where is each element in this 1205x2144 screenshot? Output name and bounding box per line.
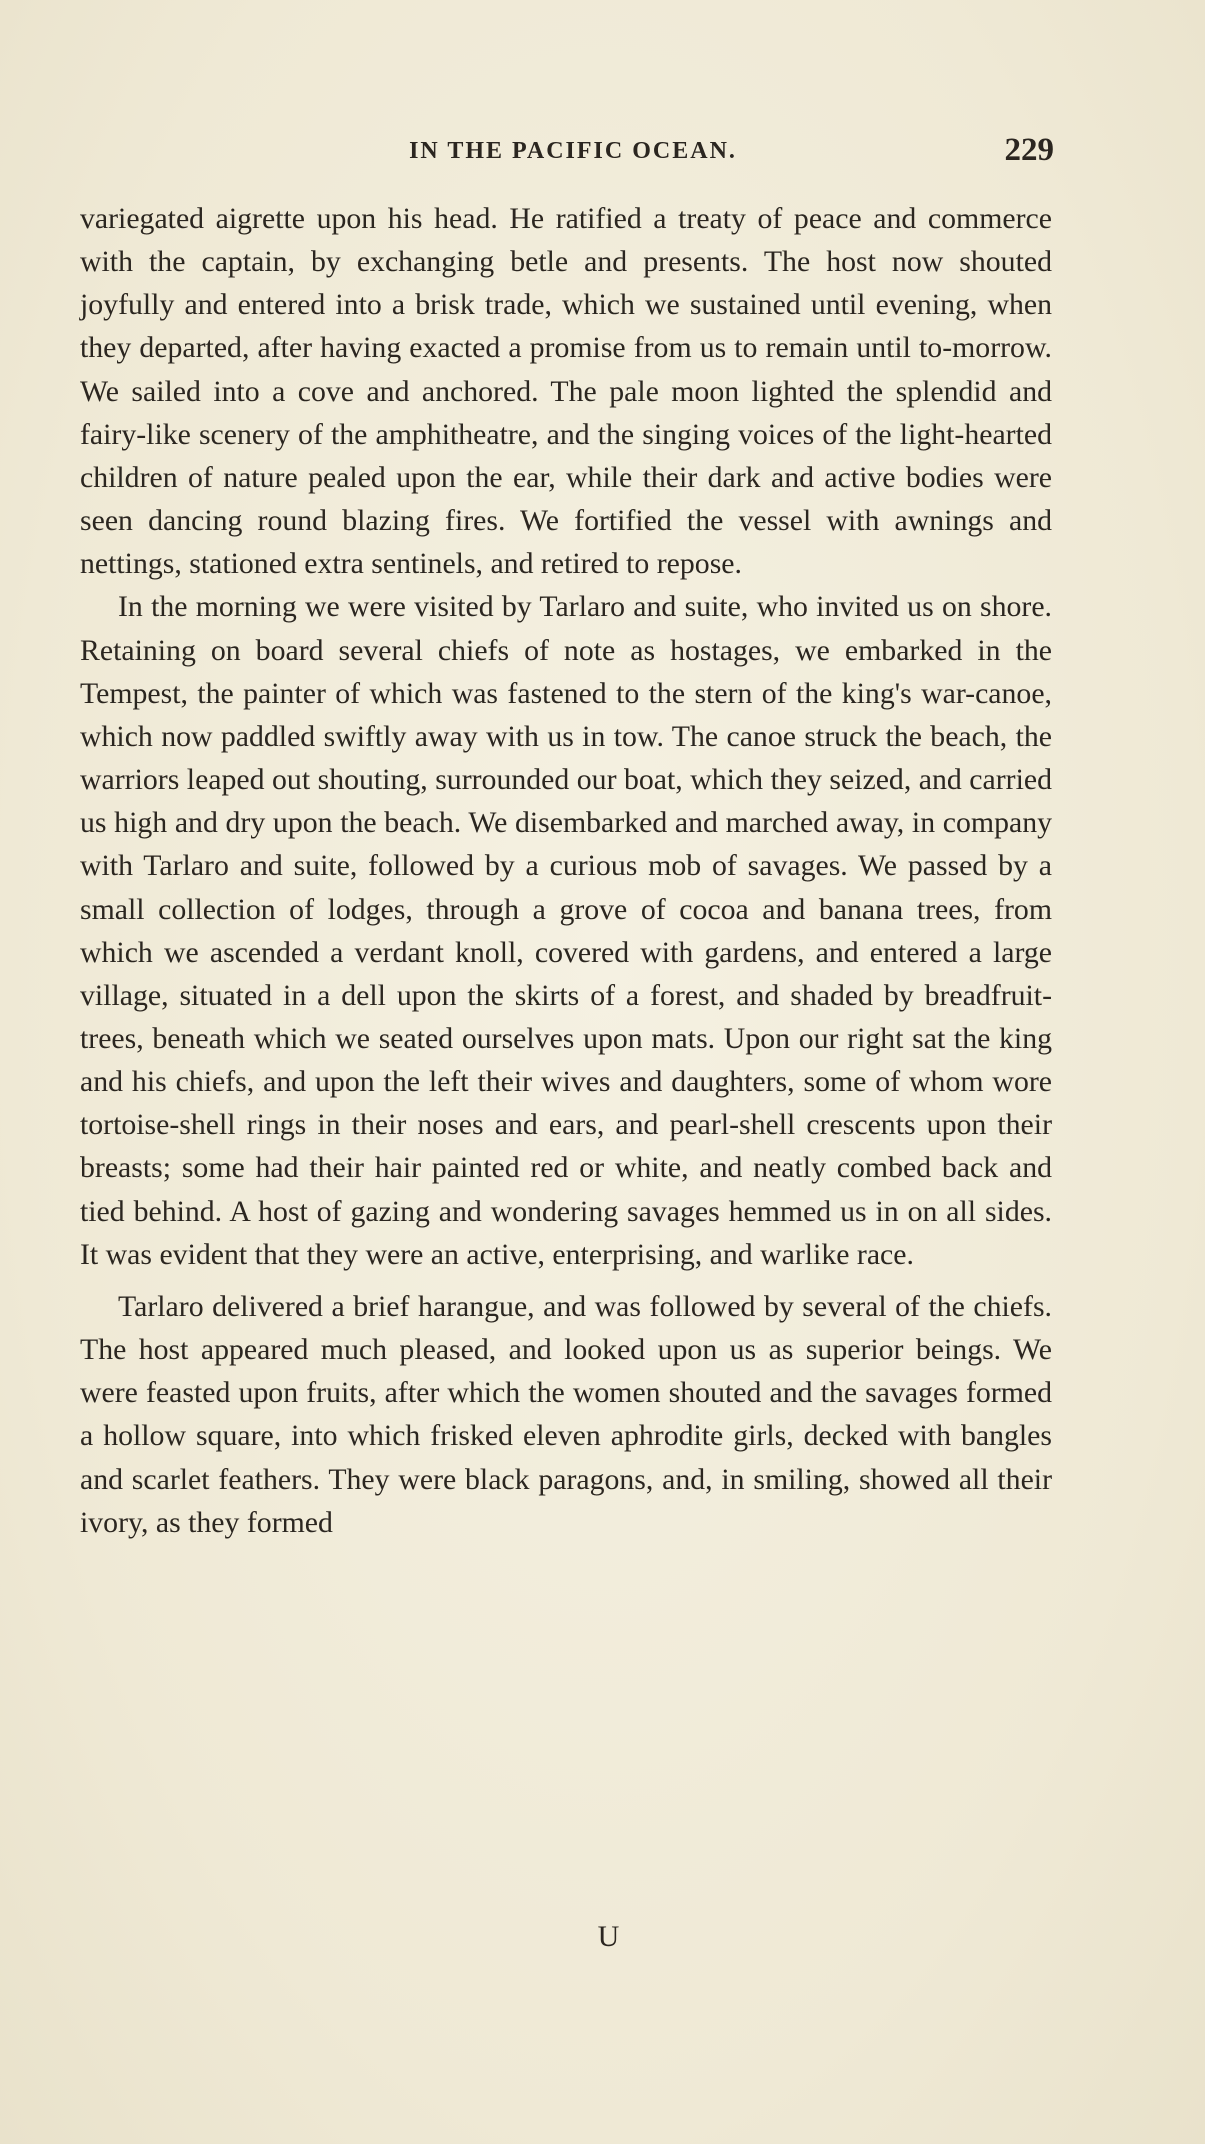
page-header [80,128,1054,176]
running-head: IN THE PACIFIC OCEAN. [409,138,737,164]
body-text [80,197,1052,1544]
paragraph: variegated aigrette upon his head. He ratified a treaty of peace and commerce with the captain, by exchanging betle and presents. The host now shouted joyfully and entered into a brisk trade, which we sustained until evening, when they departed, after having exacted a promise from us to remain until to-morrow. We sailed into a cove and anchored. The pale moon lighted the splendid and fairy-like scenery of the amphitheatre, and the singing voices of the light-hearted children of nature pealed upon the ear, while their dark and active bodies were seen dancing round blazing fires. We fortified the vessel with awnings and nettings, stationed extra sentinels, and retired to repose. [80,202,1052,581]
page-number: 229 [1004,132,1054,168]
paragraph: In the morning we were visited by Tarlaro and suite, who invited us on shore. Retaining on board several chiefs of note as hostages, we embarked in the Tempest, the painter of which was fastened to the stern of the king's war-canoe, which now paddled swiftly away with us in tow. The canoe struck the beach, the warriors leaped out shouting, surrounded our boat, which they seized, and carried us high and dry upon the beach. We disembarked and marched away, in company with Tarlaro and suite, followed by a curious mob of savages. We passed by a small collection of lodges, through a grove of cocoa and banana trees, from which we ascended a verdant knoll, covered with gardens, and entered a large village, situated in a dell upon the skirts of a forest, and shaded by breadfruit-trees, beneath which we seated ourselves upon mats. Upon our right sat the king and his chiefs, and upon the left their wives and daughters, some of whom wore tortoise-shell rings in their noses and ears, and pearl-shell crescents upon their breasts; some had their hair painted red or white, and neatly combed back and tied behind. A host of gazing and wondering savages hemmed us in on all sides. It was evident that they were an active, enterprising, and warlike race. [80,590,1052,1271]
signature-mark: U [597,1920,620,1953]
paragraph: Tarlaro delivered a brief harangue, and was followed by several of the chiefs. The host appeared much pleased, and looked upon us as superior beings. We were feasted upon fruits, after which the women shouted and the savages formed a hollow square, into which frisked eleven aphrodite girls, decked with bangles and scarlet feathers. They were black paragons, and, in smiling, showed all their ivory, as they formed [80,1289,1052,1539]
